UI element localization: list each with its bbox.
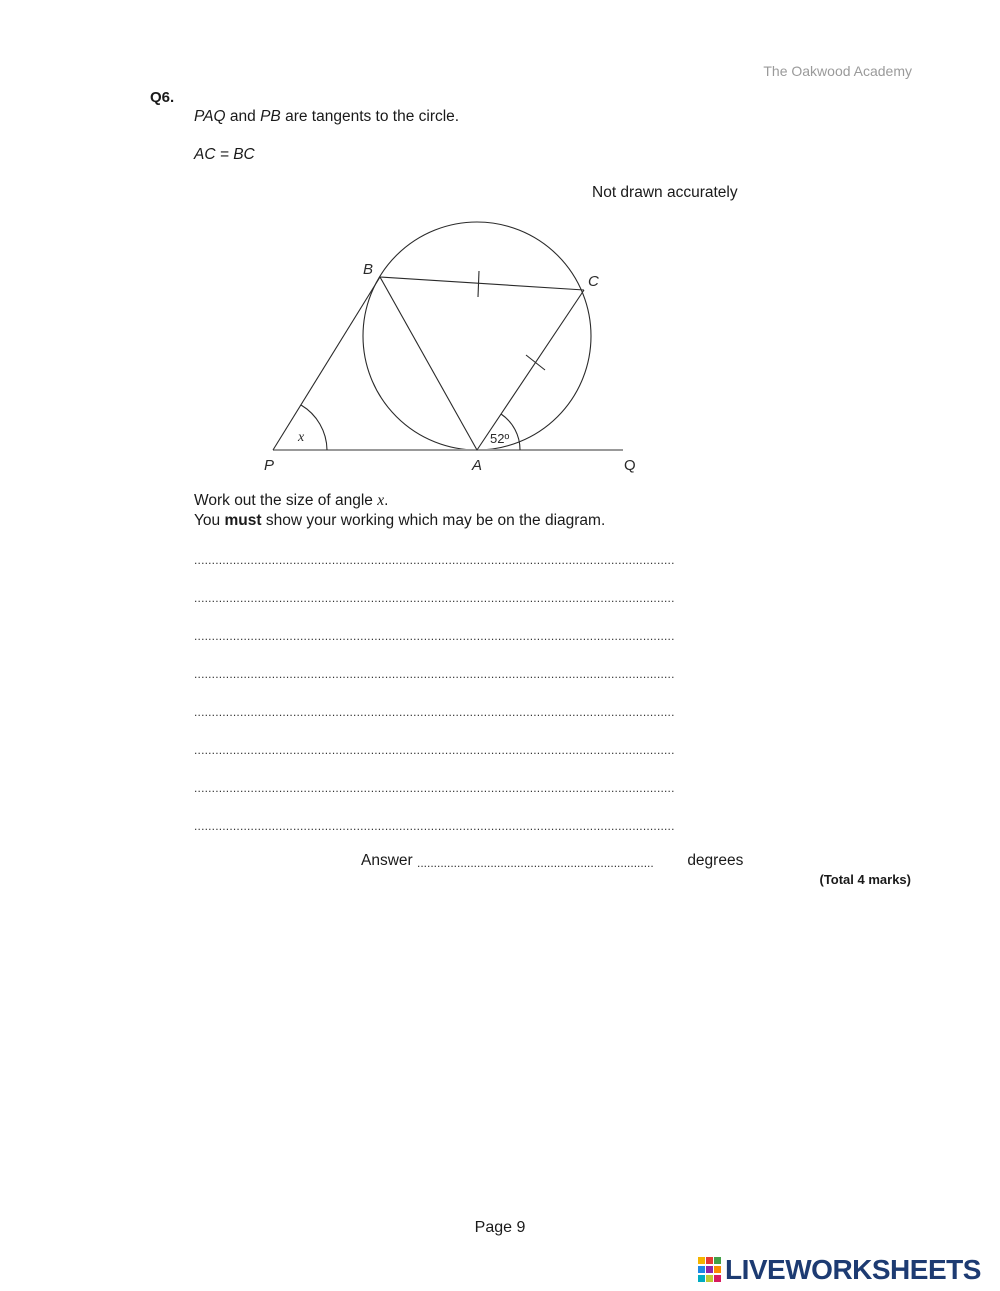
prompt-line-2 [194,512,605,530]
answer-unit: degrees [687,852,744,869]
label-angle-x: x [298,430,305,445]
label-q: Q [624,457,636,474]
answer-label: Answer [361,852,413,869]
label-angle-52: 52º [490,431,510,446]
label-a: A [472,457,483,474]
chord-ba [380,277,477,450]
prompt2-rest: show your working which may be on the diagram. [261,512,606,529]
tangent-pb: PB [260,108,281,125]
circle-tangent-diagram [0,0,1000,480]
answer-row [361,852,743,870]
liveworksheets-logo-icon [698,1257,722,1283]
question-number: Q6. [150,89,175,106]
prompt-text: Work out the size of angle [194,492,378,509]
liveworksheets-logo [698,1255,981,1285]
intro-rest: are tangents to the circle. [280,108,460,125]
chord-bc [380,277,584,290]
arc-angle-x [301,405,327,450]
total-marks: (Total 4 marks) [819,872,911,887]
working-line-3[interactable]: ........................................................................................................................................ [194,629,675,643]
working-line-7[interactable]: ........................................................................................................................................ [194,781,675,795]
working-line-6[interactable]: ........................................................................................................................................ [194,743,675,757]
answer-field[interactable]: ....................................................................... [417,856,654,870]
prompt-end: . [384,492,389,509]
prompt2-start: You [194,512,225,529]
label-p: P [264,457,275,474]
page-number: Page 9 [474,1219,526,1236]
tick-ca [526,355,545,370]
label-c: C [588,273,599,290]
tangent-paq: PAQ [194,108,226,125]
working-line-8[interactable]: ........................................................................................................................................ [194,819,675,833]
prompt-variable: x [377,492,385,509]
equal-sides: AC = BC [194,146,255,163]
prompt-line-1 [194,492,388,510]
tangent-pb [273,277,380,450]
label-b: B [363,261,374,278]
chord-ca [477,290,584,450]
tick-bc [478,271,479,297]
working-line-2[interactable]: ........................................................................................................................................ [194,591,675,605]
school-name: The Oakwood Academy [763,63,912,79]
prompt2-bold: must [224,512,262,529]
not-drawn-note: Not drawn accurately [592,184,738,201]
liveworksheets-logo-text: LIVEWORKSHEETS [725,1254,981,1285]
working-line-1[interactable]: ........................................................................................................................................ [194,553,675,567]
working-line-4[interactable]: ........................................................................................................................................ [194,667,675,681]
working-line-5[interactable]: ........................................................................................................................................ [194,705,675,719]
intro-and: and [225,108,261,125]
circle [363,222,591,450]
